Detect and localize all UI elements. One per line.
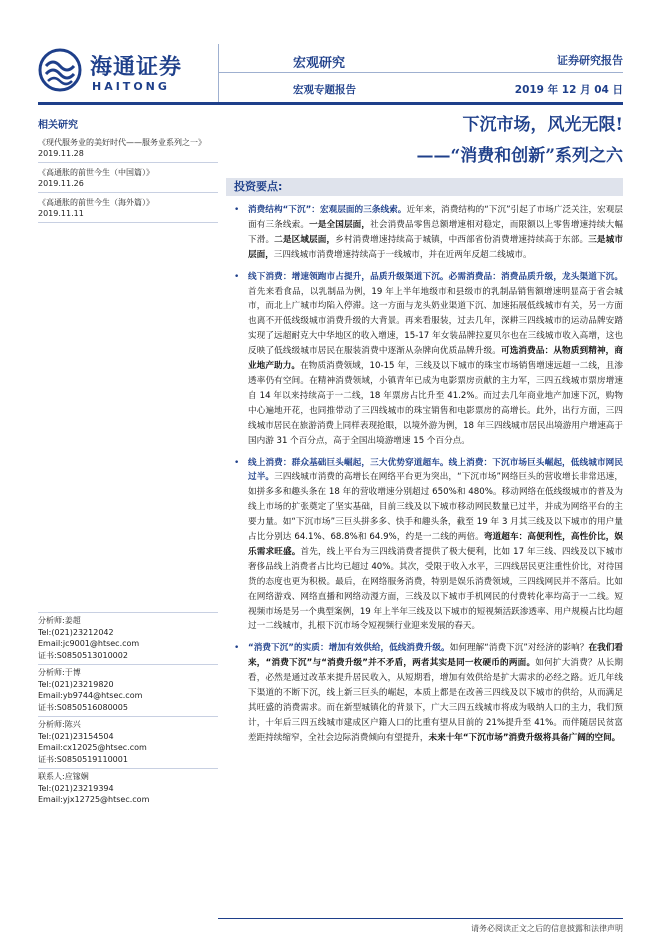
related-item-date: 2019.11.28 xyxy=(38,149,84,158)
report-date: 2019 年 12 月 04 日 xyxy=(514,84,623,96)
header-rule xyxy=(218,72,623,73)
paragraph-emphasis: 二是区域层面， xyxy=(274,234,336,245)
key-points-heading: 投资要点: xyxy=(226,178,623,196)
analyst-block xyxy=(38,664,218,713)
paragraph-text: 首先，线上平台为三四线消费者提供了极大便利，比如 17 年三线、四线及以下城市奢侈品线上消费者占比均已超过 40%。其次，受限于收入水平，三四线居民更注重性价比，对待国货的态度也更为积极。最后，在网络服务消费，特别是娱乐消费领域，三四线网民并不落后。比如在网络游戏、网络直播和网络动漫方面，三线及以下城市手机网民的付费转化率均高于一二线。短视频市场是另一个典型案例，19 年上半年三线及以下城市的短视频活跃渗透率、用户规模占比均超过一二线城市，扎根下沉市场令短视频行业迎来发展的春天。 xyxy=(248,546,623,632)
paragraph-emphasis: 未来十年“下沉市场”消费升级将具备广阔的空间。 xyxy=(428,732,621,743)
header-divider xyxy=(218,44,219,104)
report-type: 证券研究报告 xyxy=(557,54,623,67)
related-item[interactable] xyxy=(38,197,218,223)
related-research-title: 相关研究 xyxy=(38,120,78,131)
report-subtitle: ——“消费和创新”系列之六 xyxy=(416,146,623,166)
paragraph-text: 如何理解“消费下沉”对经济的影响？ xyxy=(449,643,589,654)
analyst-email[interactable]: Email:yb9744@htsec.com xyxy=(38,691,143,700)
related-item-date: 2019.11.26 xyxy=(38,179,84,188)
analyst-block xyxy=(38,612,218,661)
report-category: 宏观研究 xyxy=(293,56,346,71)
related-item-date: 2019.11.11 xyxy=(38,209,84,218)
paragraph-heading: 线下消费：增速领跑市占提升，品质升级渠道下沉。必需消费品：消费品质升级，龙头渠道下沉。 xyxy=(248,271,623,282)
key-point-paragraph xyxy=(226,203,623,263)
haitong-logo-icon xyxy=(38,48,82,92)
analyst-cert: 证书:S0850513010002 xyxy=(38,650,128,660)
key-point-paragraph xyxy=(226,270,623,449)
related-item[interactable] xyxy=(38,137,218,163)
paragraph-text: 近年来，消费结构的“下沉”引起了市场广泛关注，宏观层面有三条线索。 xyxy=(248,205,624,230)
analyst-name: 分析师:姜超 xyxy=(38,612,218,627)
analyst-name: 分析师:于博 xyxy=(38,664,218,679)
analyst-tel: Tel:(021)23219394 xyxy=(38,783,114,793)
paragraph-heading: 消费结构“下沉”：宏观层面的三条线索。 xyxy=(248,205,407,215)
analyst-tel: Tel:(021)23212042 xyxy=(38,627,114,637)
main-content xyxy=(226,108,623,746)
footer-disclaimer: 请务必阅读正文之后的信息披露和法律声明 xyxy=(471,924,623,933)
related-item-title: 《高通胀的前世今生（海外篇）》 xyxy=(38,198,154,207)
logo-english-name: HAITONG xyxy=(92,80,170,93)
footer-rule xyxy=(218,918,623,919)
paragraph-heading: 线上消费：群众基础巨头崛起，三大优势穿道超车。线上消费：下沉市场巨头崛起，低线城市网民过半。 xyxy=(248,457,623,483)
paragraph-text: 如何扩大消费？从长期看，必然是通过改革来提升居民收入，从短期看，增加有效供给是扩大需求的必经之路。近几年线下渠道的不断下沉，线上新三巨头的崛起，本质上都是在改善三四线及以下城市的供给，从而满足其旺盛的消费需求。而在新型城镇化的背景下，广大三四五线城市将成为吸纳人口的主力，我们预计，十年后三四五线城市建成区户籍人口的比重有望从目前的 21%提升至 41%。而伴随居民贫富差距持续缩窄，全社会边际消费倾向有望提升， xyxy=(248,658,623,743)
analyst-name: 分析师:陈兴 xyxy=(38,716,218,731)
page-header xyxy=(0,0,661,106)
paragraph-emphasis: 一是全国层面， xyxy=(309,219,371,230)
contact-name: 联系人:应镓娴 xyxy=(38,768,218,783)
related-item-title: 《现代服务业的美好时代——服务业系列之一》 xyxy=(38,138,206,147)
bullet-icon: • xyxy=(234,271,240,282)
bullet-icon: • xyxy=(234,205,240,215)
related-research xyxy=(38,112,218,227)
paragraph-text: 乡村消费增速持续高于城镇，中西部省份消费增速持续高于东部。 xyxy=(335,234,589,245)
key-point-paragraph xyxy=(226,641,623,745)
report-subcategory: 宏观专题报告 xyxy=(293,84,356,96)
analyst-contacts xyxy=(38,612,218,809)
paragraph-text: 社会消费品零售总额增速相对稳定，而限额以上零售增速持续大幅下滑。 xyxy=(248,219,623,245)
analyst-email[interactable]: Email:jc9001@htsec.com xyxy=(38,639,140,648)
bullet-icon: • xyxy=(234,457,240,468)
related-item-title: 《高通胀的前世今生（中国篇）》 xyxy=(38,168,154,177)
paragraph-emphasis: 在我们看来，“消费下沉”与“消费升级”并不矛盾，两者其实是同一枚硬币的两面。 xyxy=(248,643,623,669)
analyst-block xyxy=(38,716,218,765)
paragraph-text: 三四线城市消费的高增长在网络平台更为突出，“下沉市场”网络巨头的营收增长非常迅速，如拼多多和趣头条在 18 年的营收增速分别超过 650%和 480%。移动网络在低线级城市的普及为线上市场的扩张奠定了坚实基础，目前三线及以下城市移动网民数量已过半，并成为网络平台的主要力量。如“下沉市场”三巨头拼多多、快手和趣头条，截至 19 年 3 月其三线及以下城市的用户量占比分别达 64.1%、68.8%和 64.9%，约是一二线的两倍。 xyxy=(248,472,623,543)
bullet-icon: • xyxy=(234,643,240,654)
analyst-cert: 证书:S0850519110001 xyxy=(38,754,128,764)
analyst-email[interactable]: Email:cx12025@htsec.com xyxy=(38,743,147,752)
paragraph-emphasis: 三是城市层面， xyxy=(248,234,623,260)
analyst-tel: Tel:(021)23154504 xyxy=(38,731,114,741)
paragraph-text: 首先来看食品，以乳制品为例，19 年上半年地级市和县级市的乳制品销售额增速明显高于省会城市，而北上广城市均陷入停滞。这一方面与龙头奶业渠道下沉、加速拓展低线城市有关，另一方面也离不开低线级城市消费升级的大背景。再来看服装，过去几年，深耕三四线城市的运动品牌安踏实现了远超耐克大中华地区的收入增速，15-17 年女装品牌拉夏贝尔也在三线城市收入高增，这也反映了低线级城市居民在服装消费中逐渐从杂牌向优质品牌升级。 xyxy=(248,286,623,357)
logo-chinese-name: 海通证券 xyxy=(90,54,183,80)
paragraph-heading: “消费下沉”的实质：增加有效供给，低线消费升级。 xyxy=(248,643,450,654)
key-point-paragraph xyxy=(226,456,623,635)
paragraph-emphasis: 可选消费品：从物质到精神，商业地产助力。 xyxy=(248,346,623,372)
header-bar xyxy=(38,102,623,105)
report-title: 下沉市场，风光无限! xyxy=(462,115,623,135)
analyst-cert: 证书:S0850516080005 xyxy=(38,702,128,712)
paragraph-emphasis: 弯道超车：高便利性，高性价比，娱乐需求旺盛。 xyxy=(248,532,623,557)
paragraph-text: 三四线城市消费增速持续高于一线城市，并在近两年反超二线城市。 xyxy=(273,249,532,260)
analyst-block xyxy=(38,768,218,806)
analyst-tel: Tel:(021)23219820 xyxy=(38,679,114,689)
company-logo xyxy=(38,48,213,100)
paragraph-text: 在物质消费领域，10-15 年，三线及以下城市的珠宝市场销售增速远超一二线，且渗透率仍有空间。在精神消费领域，小镇青年已成为电影票房贡献的主力军，三四五线城市票房增速自 14 年以来持续高于一二线，18 年票房占比升至 41.2%。而过去几年商业地产加速下沉，购物中心遍地开花，也同推带动了三四线城市的珠宝销售和电影票房的高增长。此外，出行方面，三四线城市居民在旅游消费上同样表现抢眼，以境外游为例，18 年三四线城市居民出境游用户增速高于国内游 31 个百分点，高于全国出境游增速 15 个百分点。 xyxy=(248,361,623,446)
related-item[interactable] xyxy=(38,167,218,193)
analyst-email[interactable]: Email:yjx12725@htsec.com xyxy=(38,795,150,804)
